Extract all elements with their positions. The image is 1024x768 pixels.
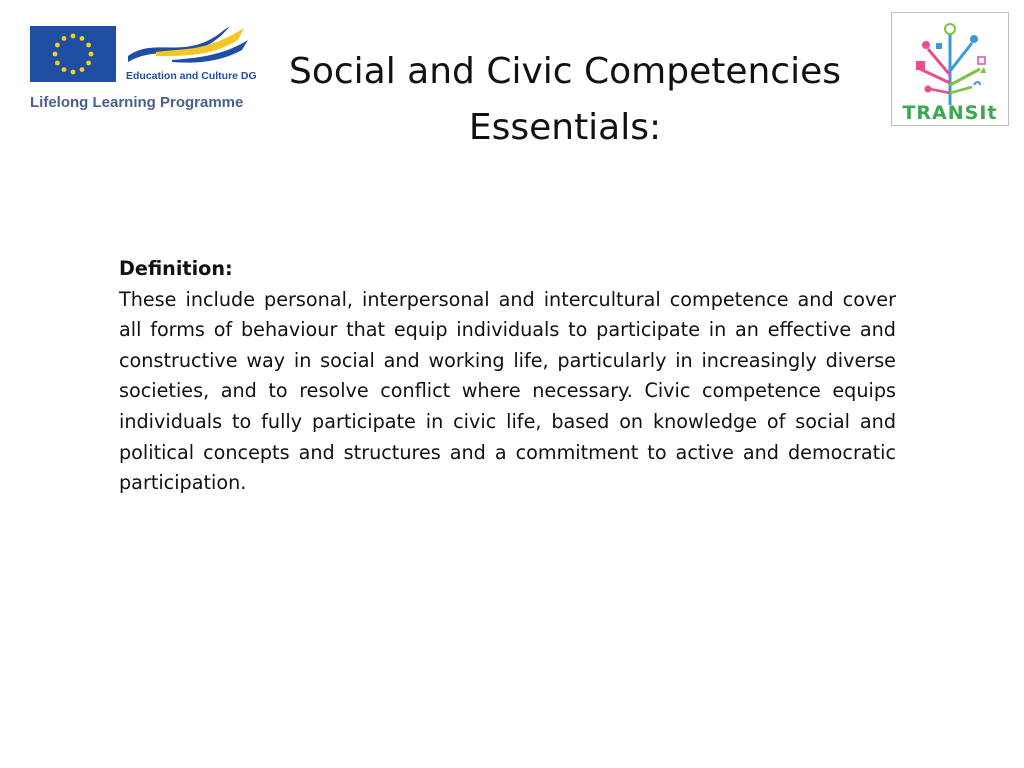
definition-section <box>119 254 896 499</box>
lifelong-learning-programme-label: Lifelong Learning Programme <box>30 94 244 111</box>
transit-tree-icon <box>892 13 1008 125</box>
education-culture-dg-label: Education and Culture DG <box>126 70 257 82</box>
definition-heading: Definition: <box>119 257 233 280</box>
eu-stars-icon <box>30 26 116 82</box>
eu-flag-icon <box>30 26 116 82</box>
page-title <box>280 44 850 156</box>
definition-text: These include personal, interpersonal and intercultural competence and cover all forms of behaviour that equip individuals to participate in an effective and constructive way in social and working life, particularly in increasingly diverse societies, and to resolve conflict where necessary. Civic competence equips individuals to fully participate in civic life, based on knowledge of social and political concepts and structures and a commitment to active and democratic participation. <box>119 287 896 495</box>
page-title-line-2: Essentials: <box>468 107 662 148</box>
education-culture-swoosh-icon <box>126 22 256 72</box>
eu-lifelong-learning-logo <box>28 22 278 122</box>
transit-logo <box>891 12 1009 126</box>
svg-text:TRANSIt: TRANSIt <box>902 102 998 124</box>
page-title-line-1: Social and Civic Competencies <box>288 51 842 92</box>
